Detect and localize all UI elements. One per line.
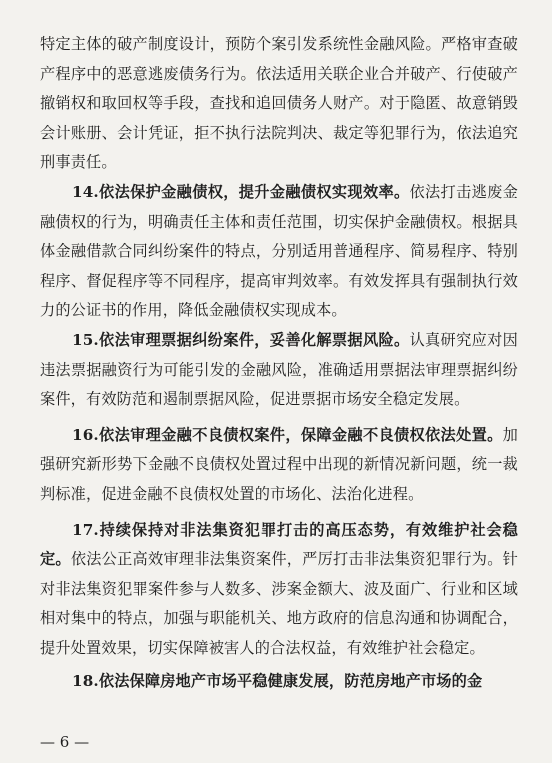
paragraph-text: 依法打击逃废金融债权的行为，明确责任主体和责任范围，切实保护金融债权。根据具体金融借款合同纠纷案件的特点，分别适用普通程序、简易程序、特别程序、督促程序等不同程序，提高审判效率。有效发挥具有强制执行效力的公证书的作用，降低金融债权实现成本。 <box>40 182 518 320</box>
paragraph-heading: 15.依法审理票据纠纷案件，妥善化解票据风险。 <box>72 330 410 349</box>
paragraph-17 <box>40 516 518 664</box>
paragraph-14 <box>40 178 518 326</box>
paragraph-text: 加强研究新形势下金融不良债权处置过程中出现的新情况新问题，统一裁判标准，促进金融不良债权处置的市场化、法治化进程。 <box>40 425 518 503</box>
paragraph-16 <box>40 421 518 510</box>
paragraph-18 <box>40 667 518 697</box>
paragraph-heading: 14.依法保护金融债权，提升金融债权实现效率。 <box>72 182 410 201</box>
page-number: — 6 — <box>40 733 90 751</box>
paragraph-text: 认真研究应对因违法票据融资行为可能引发的金融风险，准确适用票据法审理票据纠纷案件，有效防范和遏制票据风险，促进票据市场安全稳定发展。 <box>40 330 518 409</box>
paragraph-heading: 17.持续保持对非法集资犯罪打击的高压态势，有效维护社会稳定。 <box>40 520 518 569</box>
document-body <box>40 30 518 697</box>
paragraph-heading: 18.依法保障房地产市场平稳健康发展，防范房地产市场的金 <box>72 672 483 691</box>
paragraph-text: 特定主体的破产制度设计，预防个案引发系统性金融风险。严格审查破产程序中的恶意逃废债务行为。依法适用关联企业合并破产、行使破产撤销权和取回权等手段，查找和追回债务人财产。对于隐匿、故意销毁会计账册、会计凭证，拒不执行法院判决、裁定等犯罪行为，依法追究刑事责任。 <box>40 35 518 172</box>
paragraph-text: 依法公正高效审理非法集资案件，严厉打击非法集资犯罪行为。针对非法集资犯罪案件参与人数多、涉案金额大、波及面广、行业和区域相对集中的特点，加强与职能机关、地方政府的信息沟通和协调配合，提升处置效果，切实保障被害人的合法权益，有效维护社会稳定。 <box>40 550 518 657</box>
paragraph-15 <box>40 326 518 415</box>
paragraph-continuation <box>40 30 518 178</box>
paragraph-heading: 16.依法审理金融不良债权案件，保障金融不良债权依法处置。 <box>72 425 503 444</box>
